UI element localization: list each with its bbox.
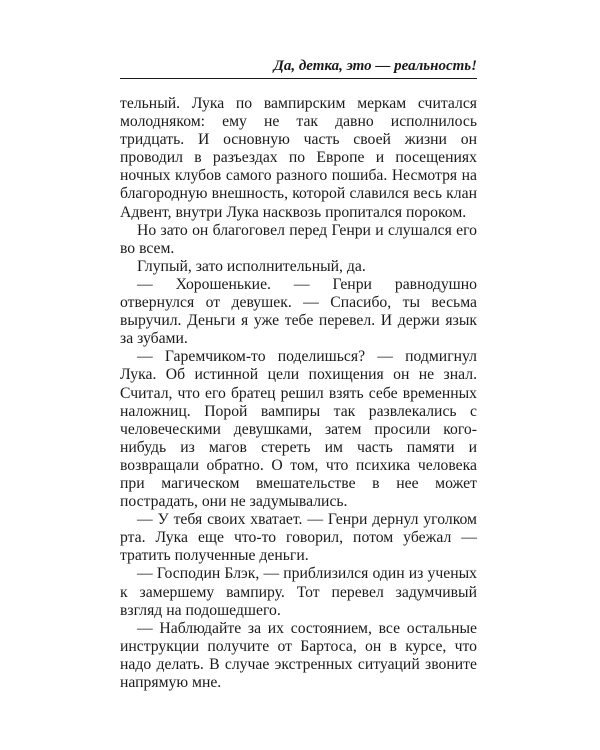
dialogue-paragraph: — Хорошенькие. — Генри равнодушно отвернулся от девушек. — Спасибо, ты весьма выручил. Деньги я уже тебе перевел. И держи язык за зубами. [120,275,477,348]
running-title: Да, детка, это — реальность! [273,58,477,74]
paragraph-continuation: тельный. Лука по вампирским меркам считался молодняком: ему не так давно исполнилось тридцать. И основную часть своей жизни он проводил в разъездах по Европе и посещениях ночных клубов самого разного пошиба. Несмотря на благородную внешность, которой славился весь клан Адвент, внутри Лука насквозь пропитался пороком. [120,95,477,221]
dialogue-paragraph: — Господин Блэк, — приблизился один из ученых к замершему вампиру. Тот перевел задумчивый взгляд на подошедшего. [120,565,477,619]
dialogue-paragraph: — Гаремчиком-то поделишься? — подмигнул Лука. Об истинной цели похищения он не знал. Считал, что его братец решил взять себе временных наложниц. Порой вампиры так развлекались с человеческими девушками, затем просили кого-нибудь из магов стереть им часть памяти и возвращали обратно. О том, что психика человека при магическом вмешательстве в нее может пострадать, они не задумывались. [120,348,477,511]
dialogue-paragraph: — У тебя своих хватает. — Генри дернул уголком рта. Лука еще что-то говорил, потом убежал — тратить полученные деньги. [120,511,477,565]
header-rule [120,78,477,79]
page-body [120,95,477,692]
paragraph: Но зато он благоговел перед Генри и слушался его во всем. [120,221,477,257]
paragraph: Глупый, зато исполнительный, да. [137,257,366,275]
dialogue-paragraph: — Наблюдайте за их состоянием, все остальные инструкции получите от Бартоса, он в курсе, что надо делать. В случае экстренных ситуаций звоните напрямую мне. [120,619,477,691]
running-head [120,57,477,79]
